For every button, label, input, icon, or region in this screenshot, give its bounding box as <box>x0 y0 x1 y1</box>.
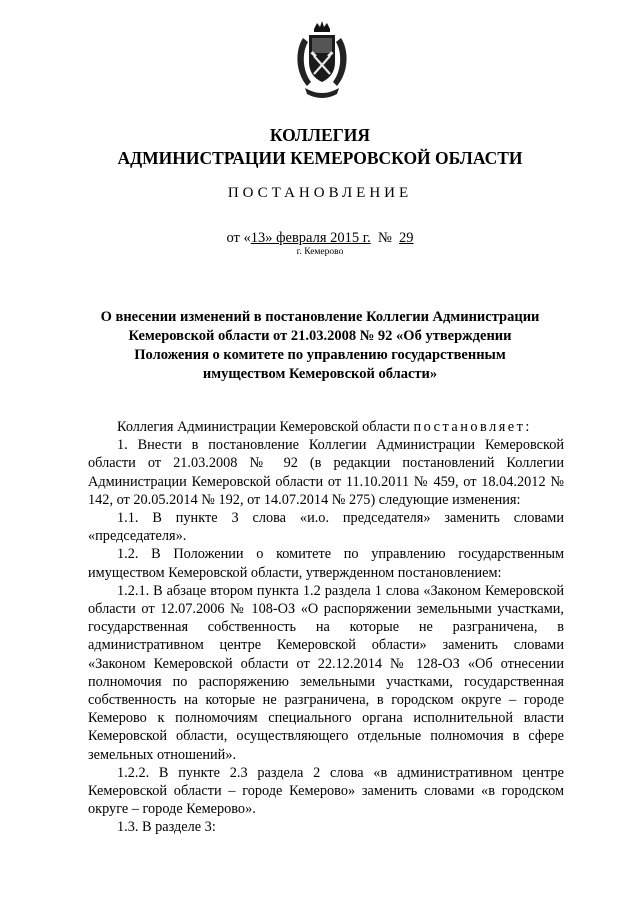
decree-city: г. Кемерово <box>296 247 344 257</box>
organization-name-line1: КОЛЛЕГИЯ <box>269 125 371 145</box>
decree-date-line <box>0 230 640 247</box>
heading-line: Кемеровской области от 21.03.2008 № 92 «Об утверждении <box>128 328 512 344</box>
decree-number: 29 <box>399 230 414 246</box>
document-heading <box>88 308 552 384</box>
decree-day: 13 <box>250 230 266 246</box>
paragraph-1-1: 1.1. В пункте 3 слова «и.о. председателя» заменить словами «председателя». <box>88 510 564 545</box>
intro-paragraph <box>88 418 564 436</box>
paragraph-1-3: 1.3. В разделе 3: <box>117 819 216 836</box>
paragraph-1: 1. Внести в постановление Коллегии Администрации Кемеровской области от 21.03.2008 № 92 (в редакции постановлений Коллегии Администрации Кемеровской области от 11.10.2011 № 459, от 18.04.2012 № 142, от 20.05.2014 № 192, от 14.07.2014 № 275) следующие изменения: <box>88 437 564 508</box>
heading-line: имуществом Кемеровской области» <box>202 366 438 382</box>
intro-lead: Коллегия Администрации Кемеровской области <box>117 419 414 435</box>
intro-resolve-word: постановляет: <box>413 419 532 435</box>
date-prefix: от « <box>226 230 251 246</box>
decree-title: ПОСТАНОВЛЕНИЕ <box>227 185 413 201</box>
document-body <box>88 418 564 837</box>
organization-name-line2: АДМИНИСТРАЦИИ КЕМЕРОВСКОЙ ОБЛАСТИ <box>117 148 523 168</box>
paragraph-1-2-1: 1.2.1. В абзаце втором пункта 1.2 раздела 1 слова «Законом Кемеровской области от 12.07.2006 № 108-ОЗ «О распоряжении земельными участками, государственная собственность на которые не разграничена, в административном центре Кемеровской области» заменить словами «Законом Кемеровской области от 22.12.2014 № 128-ОЗ «Об отнесении полномочия по распоряжению земельными участками, государственная собственность на которые не разграничена, в городском округе – городе Кемерово к полномочиям специального органа исполнительной власти Кемеровской области, осуществляющего отдельные полномочия в сфере земельных отношений». <box>88 582 564 763</box>
decree-month-year: » февраля 2015 г. <box>265 230 371 246</box>
heading-line: Положения о комитете по управлению государственным <box>134 347 506 363</box>
heading-line: О внесении изменений в постановление Коллегии Администрации <box>100 309 540 325</box>
paragraph-1-2: 1.2. В Положении о комитете по управлению государственным имуществом Кемеровской области, утвержденном постановлением: <box>88 546 564 581</box>
number-sign: № <box>377 230 392 246</box>
kemerovo-coat-of-arms-icon <box>293 20 351 100</box>
paragraph-1-2-2: 1.2.2. В пункте 2.3 раздела 2 слова «в административном центре Кемеровской области – городе Кемерово» заменить словами «в городском округе – городе Кемерово». <box>88 764 564 818</box>
